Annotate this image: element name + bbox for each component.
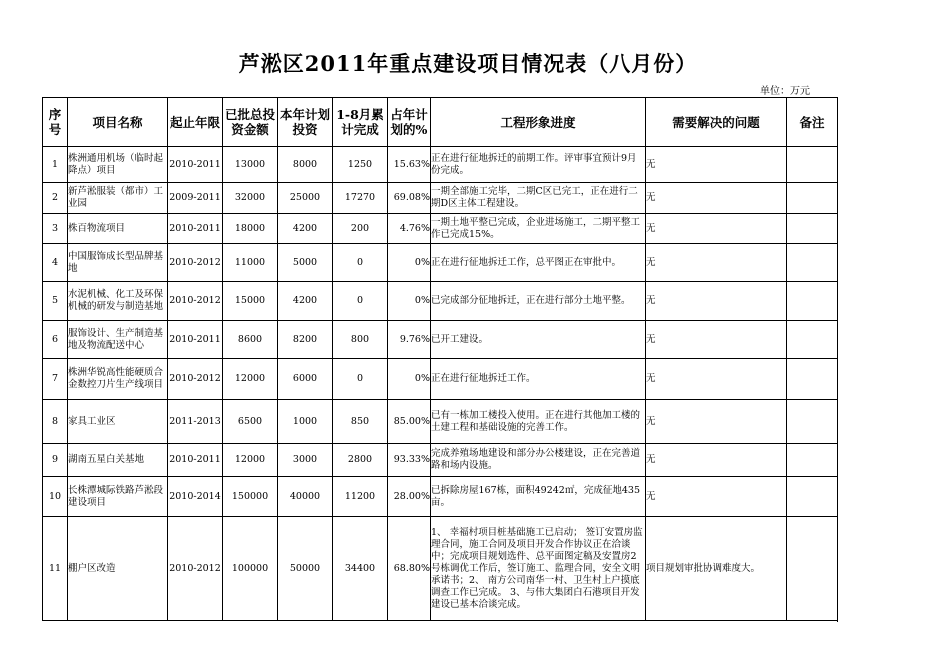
cell-project-name[interactable]: 新芦淞服装（都市）工业园 bbox=[68, 183, 168, 214]
page-title: 芦淞区2011年重点建设项目情况表（八月份） bbox=[238, 51, 698, 76]
cell-seq[interactable]: 8 bbox=[43, 400, 68, 444]
cell-done[interactable]: 0 bbox=[333, 244, 388, 282]
cell-pct[interactable]: 15.63% bbox=[388, 147, 431, 183]
cell-note[interactable] bbox=[787, 244, 838, 282]
table-row bbox=[43, 244, 838, 282]
table-row bbox=[43, 400, 838, 444]
cell-seq[interactable]: 11 bbox=[43, 517, 68, 621]
table-row bbox=[43, 282, 838, 321]
cell-seq[interactable]: 2 bbox=[43, 183, 68, 214]
cell-project-name[interactable]: 棚户区改造 bbox=[68, 517, 168, 621]
cell-pct[interactable]: 4.76% bbox=[388, 214, 431, 244]
cell-approved[interactable]: 100000 bbox=[223, 517, 278, 621]
cell-progress[interactable]: 1、 幸福村项目桩基础施工已启动； 签订安置房监理合同，施工合同及项目开发合作协议正在洽谈中；完成项目规划选件、总平面图定稿及安置房2号栋调优工作后，签订施工、监理合同，安全文明承诺书；2、 南方公司南华一村、卫生村上户摸底调查工作已完成。 3、与伟大集团白石港项目开发建设已基本洽谈完成。 bbox=[431, 517, 646, 621]
cell-plan[interactable]: 5000 bbox=[278, 244, 333, 282]
cell-progress[interactable]: 已有一栋加工楼投入使用。正在进行其他加工楼的土建工程和基础设施的完善工作。 bbox=[431, 400, 646, 444]
cell-progress[interactable]: 正在进行征地拆迁工作，总平图正在审批中。 bbox=[431, 244, 646, 282]
table-row bbox=[43, 517, 838, 621]
cell-approved[interactable]: 8600 bbox=[223, 321, 278, 359]
cell-note[interactable] bbox=[787, 282, 838, 321]
cell-issue[interactable]: 无 bbox=[646, 477, 787, 517]
cell-approved[interactable]: 18000 bbox=[223, 214, 278, 244]
cell-approved[interactable]: 32000 bbox=[223, 183, 278, 214]
table-row bbox=[43, 147, 838, 183]
cell-issue[interactable]: 无 bbox=[646, 147, 787, 183]
cell-pct[interactable]: 9.76% bbox=[388, 321, 431, 359]
header-pct: 占年计划的% bbox=[388, 98, 431, 147]
table-row bbox=[43, 444, 838, 477]
cell-note[interactable] bbox=[787, 400, 838, 444]
cell-project-name[interactable]: 湖南五星白关基地 bbox=[68, 444, 168, 477]
cell-seq[interactable]: 4 bbox=[43, 244, 68, 282]
header-plan: 本年计划投资 bbox=[278, 98, 333, 147]
cell-issue[interactable]: 无 bbox=[646, 444, 787, 477]
header-done: 1-8月累计完成 bbox=[333, 98, 388, 147]
project-table bbox=[42, 97, 838, 621]
header-note: 备注 bbox=[787, 98, 838, 147]
cell-approved[interactable]: 6500 bbox=[223, 400, 278, 444]
cell-issue[interactable]: 无 bbox=[646, 359, 787, 400]
cell-done[interactable]: 0 bbox=[333, 282, 388, 321]
cell-note[interactable] bbox=[787, 147, 838, 183]
cell-plan[interactable]: 8200 bbox=[278, 321, 333, 359]
cell-plan[interactable]: 4200 bbox=[278, 282, 333, 321]
cell-pct[interactable]: 0% bbox=[388, 282, 431, 321]
cell-seq[interactable]: 1 bbox=[43, 147, 68, 183]
cell-issue[interactable]: 项目规划审批协调难度大。 bbox=[646, 517, 787, 621]
cell-plan[interactable]: 50000 bbox=[278, 517, 333, 621]
cell-plan[interactable]: 8000 bbox=[278, 147, 333, 183]
cell-progress[interactable]: 正在进行征地拆迁的前期工作。评审事宜预计9月份完成。 bbox=[431, 147, 646, 183]
header-progress: 工程形象进度 bbox=[431, 98, 646, 147]
cell-approved[interactable]: 12000 bbox=[223, 359, 278, 400]
cell-approved[interactable]: 150000 bbox=[223, 477, 278, 517]
cell-progress[interactable]: 完成养殖场地建设和部分办公楼建设，正在完善道路和场内设施。 bbox=[431, 444, 646, 477]
table-row bbox=[43, 183, 838, 214]
cell-plan[interactable]: 3000 bbox=[278, 444, 333, 477]
cell-note[interactable] bbox=[787, 444, 838, 477]
cell-approved[interactable]: 15000 bbox=[223, 282, 278, 321]
cell-approved[interactable]: 11000 bbox=[223, 244, 278, 282]
cell-project-name[interactable]: 株洲通用机场（临时起降点）项目 bbox=[68, 147, 168, 183]
cell-done[interactable]: 2800 bbox=[333, 444, 388, 477]
cell-pct[interactable]: 28.00% bbox=[388, 477, 431, 517]
cell-note[interactable] bbox=[787, 517, 838, 621]
cell-note[interactable] bbox=[787, 214, 838, 244]
cell-project-name[interactable]: 中国服饰成长型品牌基地 bbox=[68, 244, 168, 282]
cell-issue[interactable]: 无 bbox=[646, 400, 787, 444]
cell-note[interactable] bbox=[787, 477, 838, 517]
table-right-border bbox=[837, 97, 838, 622]
cell-plan[interactable]: 6000 bbox=[278, 359, 333, 400]
cell-done[interactable]: 34400 bbox=[333, 517, 388, 621]
cell-done[interactable]: 800 bbox=[333, 321, 388, 359]
header-seq: 序号 bbox=[43, 98, 68, 147]
cell-project-name[interactable]: 水泥机械、化工及环保机械的研发与制造基地 bbox=[68, 282, 168, 321]
table-row bbox=[43, 214, 838, 244]
cell-seq[interactable]: 9 bbox=[43, 444, 68, 477]
cell-done[interactable]: 17270 bbox=[333, 183, 388, 214]
unit-label: 单位：万元 bbox=[760, 86, 810, 97]
cell-period[interactable]: 2009-2011 bbox=[168, 183, 223, 214]
cell-done[interactable]: 0 bbox=[333, 359, 388, 400]
cell-period[interactable]: 2010-2012 bbox=[168, 517, 223, 621]
cell-progress[interactable]: 已拆除房屋167栋，面积49242㎡，完成征地435亩。 bbox=[431, 477, 646, 517]
cell-issue[interactable]: 无 bbox=[646, 214, 787, 244]
cell-period[interactable]: 2011-2013 bbox=[168, 400, 223, 444]
cell-progress[interactable]: 已开工建设。 bbox=[431, 321, 646, 359]
header-period: 起止年限 bbox=[168, 98, 223, 147]
cell-plan[interactable]: 4200 bbox=[278, 214, 333, 244]
cell-done[interactable]: 850 bbox=[333, 400, 388, 444]
cell-project-name[interactable]: 株百物流项目 bbox=[68, 214, 168, 244]
cell-period[interactable]: 2010-2011 bbox=[168, 321, 223, 359]
cell-seq[interactable]: 5 bbox=[43, 282, 68, 321]
cell-progress[interactable]: 正在进行征地拆迁工作。 bbox=[431, 359, 646, 400]
cell-issue[interactable]: 无 bbox=[646, 282, 787, 321]
cell-period[interactable]: 2010-2012 bbox=[168, 359, 223, 400]
cell-seq[interactable]: 6 bbox=[43, 321, 68, 359]
cell-progress[interactable]: 已完成部分征地拆迁，正在进行部分土地平整。 bbox=[431, 282, 646, 321]
cell-pct[interactable]: 85.00% bbox=[388, 400, 431, 444]
table-row bbox=[43, 477, 838, 517]
cell-period[interactable]: 2010-2011 bbox=[168, 444, 223, 477]
cell-project-name[interactable]: 家具工业区 bbox=[68, 400, 168, 444]
cell-done[interactable]: 200 bbox=[333, 214, 388, 244]
cell-seq[interactable]: 3 bbox=[43, 214, 68, 244]
cell-pct[interactable]: 93.33% bbox=[388, 444, 431, 477]
cell-seq[interactable]: 10 bbox=[43, 477, 68, 517]
header-row bbox=[43, 98, 838, 147]
cell-pct[interactable]: 0% bbox=[388, 359, 431, 400]
cell-done[interactable]: 1250 bbox=[333, 147, 388, 183]
cell-issue[interactable]: 无 bbox=[646, 183, 787, 214]
cell-issue[interactable]: 无 bbox=[646, 321, 787, 359]
cell-pct[interactable]: 69.08% bbox=[388, 183, 431, 214]
cell-period[interactable]: 2010-2011 bbox=[168, 147, 223, 183]
cell-issue[interactable]: 无 bbox=[646, 244, 787, 282]
cell-period[interactable]: 2010-2012 bbox=[168, 244, 223, 282]
cell-progress[interactable]: 一期全部施工完毕，二期C区已完工，正在进行二期D区主体工程建设。 bbox=[431, 183, 646, 214]
cell-project-name[interactable]: 长株潭城际铁路芦淞段建设项目 bbox=[68, 477, 168, 517]
cell-pct[interactable]: 0% bbox=[388, 244, 431, 282]
cell-plan[interactable]: 40000 bbox=[278, 477, 333, 517]
cell-done[interactable]: 11200 bbox=[333, 477, 388, 517]
cell-project-name[interactable]: 服饰设计、生产制造基地及物流配送中心 bbox=[68, 321, 168, 359]
cell-approved[interactable]: 13000 bbox=[223, 147, 278, 183]
cell-period[interactable]: 2010-2014 bbox=[168, 477, 223, 517]
cell-period[interactable]: 2010-2011 bbox=[168, 214, 223, 244]
cell-approved[interactable]: 12000 bbox=[223, 444, 278, 477]
cell-note[interactable] bbox=[787, 321, 838, 359]
cell-plan[interactable]: 25000 bbox=[278, 183, 333, 214]
cell-period[interactable]: 2010-2012 bbox=[168, 282, 223, 321]
cell-note[interactable] bbox=[787, 183, 838, 214]
cell-note[interactable] bbox=[787, 359, 838, 400]
header-issue: 需要解决的问题 bbox=[646, 98, 787, 147]
table-row bbox=[43, 321, 838, 359]
header-name: 项目名称 bbox=[68, 98, 168, 147]
cell-pct[interactable]: 68.80% bbox=[388, 517, 431, 621]
cell-plan[interactable]: 1000 bbox=[278, 400, 333, 444]
header-approved: 已批总投资金额 bbox=[223, 98, 278, 147]
table-row bbox=[43, 359, 838, 400]
cell-project-name[interactable]: 株洲华锐高性能硬质合金数控刀片生产线项目 bbox=[68, 359, 168, 400]
cell-seq[interactable]: 7 bbox=[43, 359, 68, 400]
cell-progress[interactable]: 一期土地平整已完成，企业进场施工，二期平整工作已完成15%。 bbox=[431, 214, 646, 244]
